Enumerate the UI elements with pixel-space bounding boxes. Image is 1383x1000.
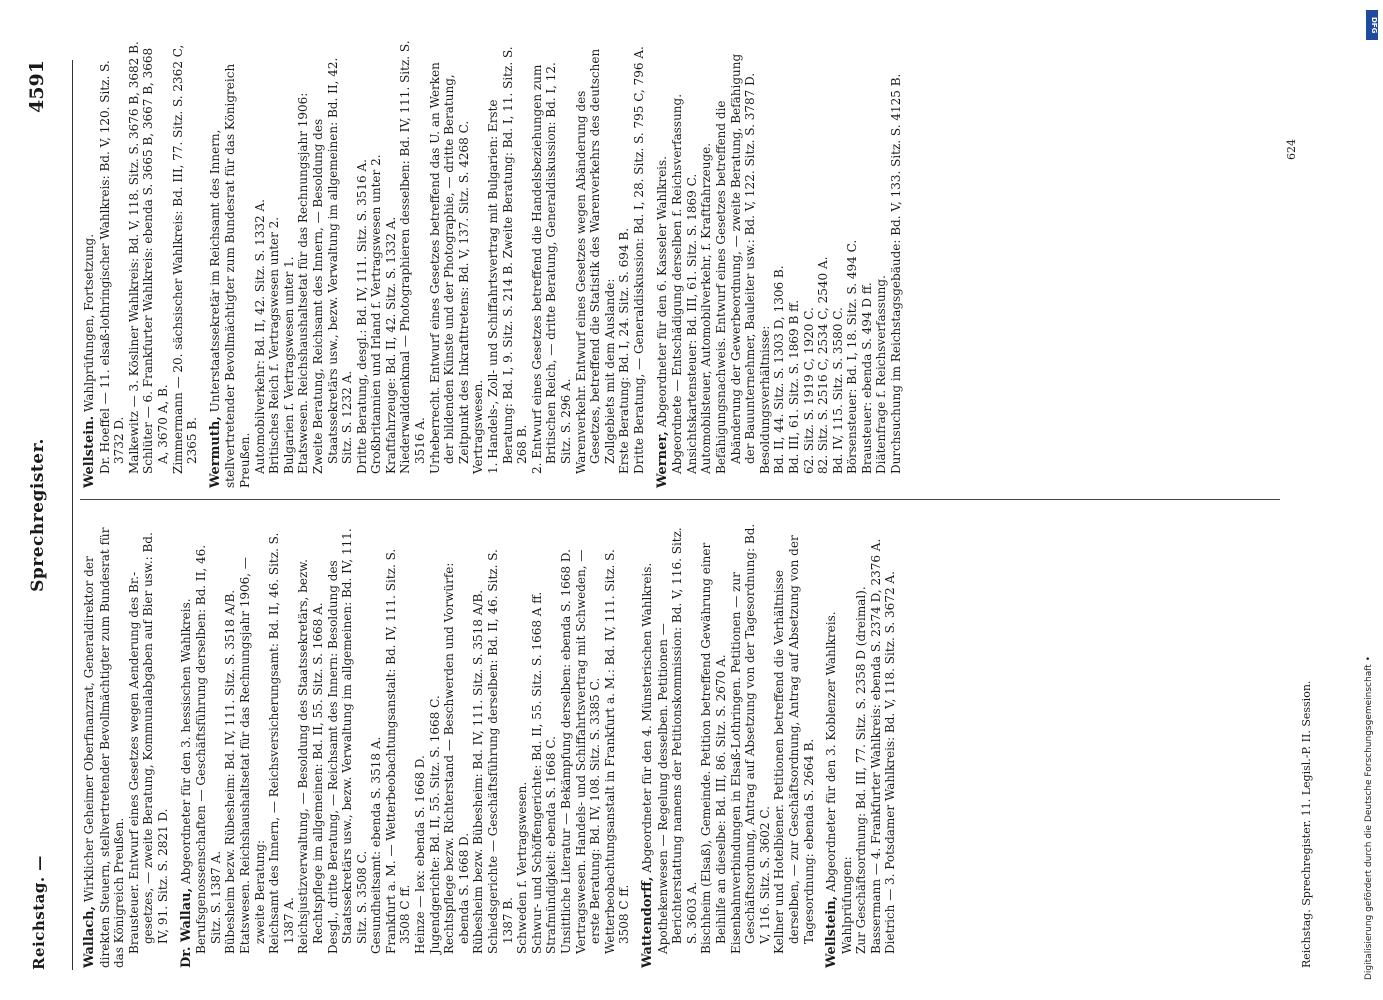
entry-name: Dr. Wallau, [178, 887, 194, 968]
register-entry [179, 518, 632, 968]
entry-item: Wetterbeobachtungsanstalt in Frankfurt a. M.: Bd. IV, 111. Sitz. S. 3508 C ff. [602, 549, 632, 954]
footer-page-number: 624 [1285, 139, 1298, 160]
entry-name: Werner, [654, 431, 670, 488]
entry-item: Dritte Beratung, desgl.: Bd. IV, 111. Sitz. S. 3516 A. [354, 159, 369, 474]
entry-item: Strafmündigkeit: ebenda S. 1668 C. [544, 736, 559, 954]
entry-item: Heinze — lex: ebenda S. 1668 D. [413, 755, 428, 954]
entry-name: Wallach, [82, 905, 97, 968]
header-left: Reichstag. — [30, 855, 48, 970]
entry-item: Etatswesen. Reichshaushaltsetat für das Rechnungsjahr 1906, — zweite Beratung: [237, 557, 267, 954]
entry-description: Wirklicher Geheimer Oberfinanzrat, Generaldirektor der direkten Steuern, stellvertretender Bevollmächtigter zum Bundesrat für das Königreich Preußen. [82, 527, 127, 968]
entry-name: Wattendorff, [639, 876, 655, 968]
entry-item: Schlüter — 6. Frankfurter Wahlkreis: ebenda S. 3665 B, 3667 B, 3668 A, 3670 A, B. [141, 47, 170, 474]
register-entry [82, 38, 200, 488]
entry-item: Zimmermann — 20. sächsischer Wahlkreis: Bd. III, 77. Sitz. S. 2362 C, 2365 B. [170, 44, 200, 474]
register-entry [640, 518, 816, 968]
entry-item: Eisenbahnverbindungen in Elsaß-Lothringen. Petitionen — zur Geschäftsordnung, Antrag auf Absetzung von der Tagesordnung: Bd. V, 116. Sitz. S. 3602 C. [728, 523, 772, 954]
entry-item: Desgl., dritte Beratung, — Reichsamt des Innern: Besoldung des Staatssekretärs usw., bezw. Verwaltung im allgemeinen: Bd. IV, 111. Sitz. S. 3508 C. [325, 528, 369, 954]
entry-item: Schwur- und Schöffengerichte: Bd. II, 55. Sitz. S. 1668 A ff. [529, 591, 544, 954]
entry-item: 1. Handels-, Zoll- und Schiffahrtsvertrag mit Bulgarien: Erste Beratung: Bd. I, 9. Sitz. S. 214 B. Zweite Beratung: Bd. I, 11. Sitz. S. 268 B. [486, 46, 530, 474]
credit-text: Digitalisierung gefördert durch die Deutsche Forschungsgemeinschaft • [1364, 656, 1374, 980]
entry-item: Dritte Beratung, — Generaldiskussion: Bd. I, 28. Sitz. S. 795 C, 796 A. [631, 46, 646, 474]
entry-item: Berufsgenossenschaften — Geschäftsführung derselben: Bd. II, 46. Sitz. S. 1387 A. [194, 544, 223, 954]
entry-item: Bd. IV, 115. Sitz. S. 3580 C. [830, 307, 845, 474]
entry-item: Großbritannien und Irland f. Vertragswesen unter 2. [369, 154, 384, 474]
entry-item: Bassermann — 4. Frankfurter Wahlkreis: ebenda S. 2374 D, 2376 A. [868, 538, 883, 954]
register-entry [655, 38, 904, 488]
entry-item: Rechtspflege bezw. Richterstand — Beschwerden und Vorwürfe: ebenda S. 1668 D. [442, 562, 471, 954]
dfg-logo: DFG [1366, 10, 1378, 40]
entry-item: Niederwalddenkmal — Photographieren desselben: Bd. IV, 111. Sitz. S. 3516 A. [398, 40, 428, 474]
entry-item: 82. Sitz. S. 2516 C, 2534 C, 2540 A. [816, 256, 831, 474]
entry-item: Schiedsgerichte — Geschäftsführung derselben: Bd. II, 46. Sitz. S. 1387 B. [486, 549, 515, 954]
register-entry [208, 38, 647, 488]
footer-left: Reichstag. Sprechregister. 11. Legisl.-P. II. Session. [1300, 680, 1313, 968]
entry-item: Frankfurt a. M. — Wetterbeobachtungsanstalt: Bd. IV, 111. Sitz. S. 3508 C ff. [383, 548, 413, 954]
entry-item: Schweden f. Vertragswesen. [515, 781, 530, 954]
entry-item: Befähigungsnachweis. Entwurf eines Gesetzes betreffend die Abänderung der Gewerbeordnung, — zweite Beratung, Befähigung der Bauunternehmer, Bauleiter usw.: Bd. V, 122. Sitz. S. 3787 D. [713, 53, 758, 474]
entry-item: Kraftfahrzeuge: Bd. II, 42. Sitz. S. 1332 A. [383, 216, 398, 474]
entry-name: Wellstein. [82, 415, 97, 488]
right-column [82, 38, 912, 488]
entry-name: Wermuth, [207, 416, 223, 488]
entry-item: Durchsuchung im Reichstagsgebäude: Bd. V, 133. Sitz. S. 4125 B. [889, 73, 904, 474]
entry-item: Erste Beratung: Bd. I, 24. Sitz. S. 694 B. [617, 227, 632, 474]
entry-item: Besoldungsverhältnisse: [757, 325, 772, 474]
entry-item: Automobilverkehr: Bd. II, 42. Sitz. S. 1332 A. [252, 199, 267, 474]
entry-item: Vertragswesen. [471, 379, 486, 474]
digitization-credit [1364, 20, 1380, 980]
entry-item: Bulgarien f. Vertragswesen unter 1. [281, 256, 296, 474]
entry-item: Kellner und Hotelbiener. Petitionen betreffend die Verhältnisse derselben, — zur Geschäftsordnung, Antrag auf Absetzung von der Tagesordnung: ebenda S. 2664 B. [772, 535, 816, 954]
entry-item: Gesundheitsamt: ebenda S. 3518 A. [369, 736, 384, 954]
header-rule [72, 60, 73, 970]
entry-item: Wahlprüfungen: [839, 856, 854, 954]
entry-item: Brausteuer. Entwurf eines Gesetzes wegen Aenderung des Br.-gesetzes, — zweite Beratung, Kommunalabgaben auf Bier usw.: Bd. IV, 91. Sitz. S. 2821 D. [126, 532, 170, 954]
entry-item: Reichsjustizverwaltung, — Besoldung des Staatssekretärs, bezw. Rechtspflege im allgemeinen: Bd. II, 55. Sitz. S. 1668 A. [296, 559, 325, 954]
entry-description: Abgeordneter für den 3. Koblenzer Wahlkreis. [824, 611, 839, 892]
entry-item: Dr. Hoeffel — 11. elsaß-lothringischer Wahlkreis: Bd. V, 120. Sitz. S. 3732 D. [97, 60, 127, 474]
entry-item: Urheberrecht. Entwurf eines Gesetzes betreffend das U. an Werken der bildenden Künste und der Photographie, — dritte Beratung, Zeitpunkt des Inkrafttretens: Bd. V, 137. Sitz. S. 4268 C. [427, 62, 471, 474]
header-page-number: 4591 [26, 60, 48, 113]
entry-item: Ansichtskartensteuer: Bd. III, 61. Sitz. S. 1869 C. [684, 173, 699, 474]
column-divider [80, 499, 1280, 500]
entry-item: Automobilsteuer, Automobilverkehr, f. Kraftfahrzeuge. [699, 142, 714, 474]
entry-description: Unterstaatssekretär im Reichsamt des Innern, stellvertretender Bevollmächtigter zum Bundesrat für das Königreich Preußen. [207, 63, 252, 488]
entry-item: Abgeordnete — Entschädigung derselben f. Reichsverfassung. [670, 93, 685, 474]
entry-item: Jugendgerichte: Bd. II, 55. Sitz. S. 1668 C. [427, 695, 442, 954]
entry-description: Abgeordneter für den 3. hessischen Wahlkreis. [178, 598, 193, 885]
entry-item: Bd. III, 61. Sitz. S. 1869 B ff. [786, 299, 801, 474]
entry-description: Wahlprüfungen, Fortsetzung. [82, 233, 96, 412]
entry-item: Warenverkehr. Entwurf eines Gesetzes wegen Abänderung des Gesetzes, betreffend die Statistik des Warenverkehrs des deutschen Zollgebiets mit dem Auslande: [573, 48, 617, 474]
entry-item: Bd. II, 44. Sitz. S. 1303 D, 1306 B. [772, 265, 787, 474]
left-column [82, 518, 906, 968]
entry-name: Wellstein, [824, 895, 840, 968]
register-entry [82, 518, 171, 968]
entry-item: Brausteuer: ebenda S. 494 D ff. [859, 282, 874, 474]
entry-item: Vertragswesen. Handels- und Schiffahrtsvertrag mit Schweden, — erste Beratung: Bd. IV, 108. Sitz. S. 3385 C. [573, 549, 603, 954]
entry-item: Dietrich — 3. Potsdamer Wahlkreis: Bd. V, 118. Sitz. S. 3672 A. [883, 571, 898, 954]
entry-item: Rübesheim bezw. Bübesheim: Bd. IV, 111. Sitz. S. 3518 A/B. [471, 589, 486, 954]
entry-item: 62. Sitz. S. 1919 C, 1920 C. [801, 307, 816, 474]
entry-item: 2. Entwurf eines Gesetzes betreffend die Handelsbeziehungen zum Britischen Reich, — dritte Beratung, Generaldiskussion: Bd. I, 12. Sitz. S. 296 A. [529, 62, 573, 474]
entry-item: Malkewitz — 3. Kösliner Wahlkreis: Bd. V, 118. Sitz. S. 3676 B, 3682 B. [126, 41, 141, 474]
entry-item: Britisches Reich f. Vertragswesen unter 2. [267, 216, 282, 474]
entry-item: Apothekenwesen — Regelung desselben. Petitionen — Berichterstattung namens der Petitionskommission: Bd. V, 116. Sitz. S. 3603 A. [655, 527, 699, 954]
entry-item: Bübesheim bezw. Rübesheim: Bd. IV, 111. Sitz. S. 3518 A/B. [223, 589, 238, 954]
entry-item: Börsensteuer: Bd. I, 18. Sitz. S. 494 C. [845, 239, 860, 474]
entry-item: Reichsamt des Innern, — Reichsversicherungsamt: Bd. II, 46. Sitz. S. 1387 A. [267, 532, 296, 954]
page-header [12, 60, 70, 970]
entry-item: Zweite Beratung, Reichsamt des Innern, — Besoldung des Staatssekretärs usw., bezw. Verwaltung im allgemeinen: Bd. II, 42. Sitz. S. 1232 A. [310, 57, 355, 474]
entry-item: Etatswesen. Reichshaushaltsetat für das Rechnungsjahr 1906: [296, 92, 311, 474]
entry-item: Unsittliche Literatur — Bekämpfung derselben: ebenda S. 1668 D. [559, 549, 573, 954]
entry-item: Zur Geschäftsordnung: Bd. III, 77. Sitz. S. 2358 D (dreimal). [854, 586, 869, 954]
entry-description: Abgeordneter für den 4. Münsterischen Wahlkreis. [639, 562, 654, 873]
entry-item: Diätenfrage f. Reichsverfassung. [874, 275, 889, 474]
header-title: Sprechregister. [28, 438, 48, 592]
register-entry [824, 518, 898, 968]
entry-item: Bischheim (Elsaß), Gemeinde. Petition betreffend Gewährung einer Beihilfe an dieselbe: Bd. III, 86. Sitz. S. 2670 A. [699, 542, 728, 954]
entry-description: Abgeordneter für den 6. Kasseler Wahlkreis. [654, 156, 669, 428]
